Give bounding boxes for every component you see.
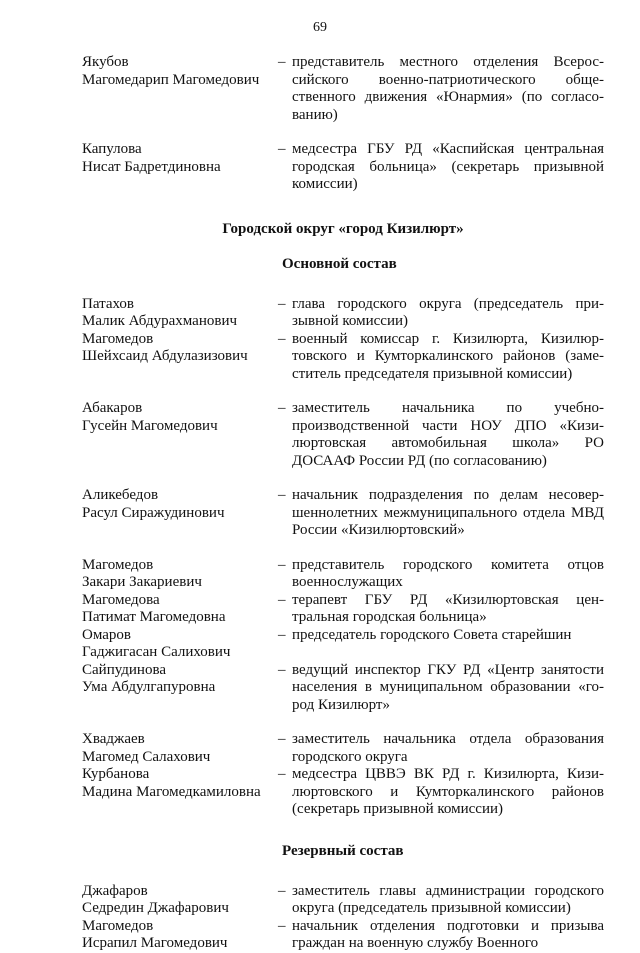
- page-number: 69: [313, 20, 327, 35]
- member-name: [82, 883, 278, 918]
- given-names: Магомед Салахович: [82, 748, 211, 765]
- role-text: представитель городского комитета отцов военнослужащих: [292, 556, 604, 590]
- given-names: Седредин Джафарович: [82, 900, 229, 916]
- given-names: Ума Абдулгапуровна: [82, 679, 216, 695]
- member-name: [82, 592, 278, 627]
- role-text: начальник подразделения по делам несовер-шеннолетних межмуниципального отдела МВД России «Кизилюртовский»: [292, 487, 604, 538]
- entry: [82, 627, 604, 662]
- member-role: – военный комиссар г. Кизилюрта, Кизилюр-товского и Кумторкалинского районов (заме-ститель председателя призывной комиссии): [278, 330, 604, 382]
- entry: [82, 662, 604, 715]
- member-name: [82, 731, 278, 766]
- member-name: [82, 766, 278, 819]
- given-names: Мадина Магомедкамиловна: [82, 783, 261, 800]
- surname: Курбанова: [82, 766, 150, 782]
- role-text: заместитель главы администрации городского округа (председатель призывной комиссии): [292, 882, 604, 916]
- member-role: – глава городского округа (председатель при-зывной комиссии): [278, 295, 604, 329]
- given-names: Исрапил Магомедович: [82, 935, 228, 951]
- surname: Капулова: [82, 141, 142, 157]
- member-role: – представитель городского комитета отцов военнослужащих: [278, 556, 604, 590]
- member-role: – терапевт ГБУ РД «Кизилюртовская цен-тральная городская больница»: [278, 591, 604, 625]
- given-names: Нисат Бадретдиновна: [82, 158, 221, 175]
- surname: Джафаров: [82, 882, 148, 899]
- entry: [82, 54, 604, 124]
- role-text: терапевт ГБУ РД «Кизилюртовская цен-тральная городская больница»: [292, 591, 604, 625]
- document-body: [82, 54, 604, 953]
- given-names: Шейхсаид Абдулазизович: [82, 348, 248, 364]
- entry: [82, 592, 604, 627]
- entry: [82, 400, 604, 470]
- member-name: [82, 141, 278, 194]
- role-text: представитель местного отделения Всерос-сийского военно-патриотического обще-ственного движения «Юнармия» (по согласо-ванию): [292, 54, 604, 123]
- member-role: – председатель городского Совета старейшин: [278, 627, 604, 662]
- surname: Сайпудинова: [82, 661, 167, 678]
- member-role: – начальник подразделения по делам несовер-шеннолетних межмуниципального отдела МВД России «Кизилюртовский»: [278, 487, 604, 538]
- member-role: – представитель местного отделения Всерос-сийского военно-патриотического обще-ственного движения «Юнармия» (по согласо-ванию): [278, 54, 604, 123]
- surname: Аликебедов: [82, 487, 159, 503]
- entry: [82, 766, 604, 819]
- surname: Хваджаев: [82, 731, 145, 747]
- member-name: [82, 331, 278, 384]
- member-name: [82, 662, 278, 715]
- member-name: [82, 296, 278, 331]
- entry: [82, 296, 604, 331]
- given-names: Гаджигасан Салихович: [82, 644, 231, 660]
- surname: Магомедов: [82, 330, 154, 347]
- entry: [82, 731, 604, 766]
- surname: Магомедов: [82, 556, 154, 573]
- entry: [82, 918, 604, 953]
- role-text: председатель городского Совета старейшин: [292, 626, 572, 643]
- entry: [82, 141, 604, 194]
- main-composition-heading: Основной состав: [282, 255, 397, 272]
- entry: [82, 331, 604, 384]
- role-text: медсестра ГБУ РД «Каспийская центральная городская больница» (секретарь призывной комиссии): [292, 141, 604, 192]
- entry: [82, 883, 604, 918]
- given-names: Гусейн Магомедович: [82, 417, 218, 434]
- given-names: Расул Сиражудинович: [82, 504, 225, 521]
- role-text: военный комиссар г. Кизилюрта, Кизилюр-товского и Кумторкалинского районов (заме-ститель председателя призывной комиссии): [292, 330, 604, 382]
- role-text: медсестра ЦВВЭ ВК РД г. Кизилюрта, Кизи-люртовского и Кумторкалинского районов (секретарь призывной комиссии): [292, 766, 604, 817]
- reserve-composition-heading: Резервный состав: [282, 842, 404, 859]
- given-names: Патимат Магомедовна: [82, 609, 226, 625]
- member-role: – ведущий инспектор ГКУ РД «Центр занятости населения в муниципальном образовании «го-род Кизилюрт»: [278, 661, 604, 713]
- surname: Патахов: [82, 295, 135, 312]
- given-names: Магомедарип Магомедович: [82, 71, 260, 88]
- member-name: [82, 627, 278, 662]
- surname: Якубов: [82, 54, 129, 70]
- member-role: – медсестра ЦВВЭ ВК РД г. Кизилюрта, Кизи-люртовского и Кумторкалинского районов (секретарь призывной комиссии): [278, 766, 604, 817]
- member-role: – медсестра ГБУ РД «Каспийская центральная городская больница» (секретарь призывной комиссии): [278, 141, 604, 192]
- member-role: – заместитель начальника по учебно-производственной части НОУ ДПО «Кизи-люртовская автомобильная школа» РО ДОСААФ России РД (по согласованию): [278, 400, 604, 469]
- role-text: ведущий инспектор ГКУ РД «Центр занятости населения в муниципальном образовании «го-род Кизилюрт»: [292, 661, 604, 713]
- entry: [82, 487, 604, 540]
- surname: Магомедов: [82, 917, 154, 934]
- role-text: заместитель начальника отдела образования городского округа: [292, 731, 604, 765]
- given-names: Малик Абдурахманович: [82, 313, 238, 329]
- role-text: начальник отделения подготовки и призыва граждан на военную службу Военного: [292, 917, 604, 951]
- member-role: – заместитель главы администрации городского округа (председатель призывной комиссии): [278, 882, 604, 916]
- role-text: заместитель начальника по учебно-производственной части НОУ ДПО «Кизи-люртовская автомобильная школа» РО ДОСААФ России РД (по согласованию): [292, 400, 604, 469]
- member-name: [82, 400, 278, 470]
- surname: Омаров: [82, 626, 131, 643]
- member-name: [82, 54, 278, 124]
- entry: [82, 557, 604, 592]
- district-title: Городской округ «город Кизилюрт»: [222, 220, 464, 237]
- role-text: глава городского округа (председатель при-зывной комиссии): [292, 295, 604, 329]
- member-name: [82, 487, 278, 540]
- member-name: [82, 557, 278, 592]
- member-role: – начальник отделения подготовки и призыва граждан на военную службу Военного: [278, 917, 604, 951]
- surname: Абакаров: [82, 400, 143, 416]
- surname: Магомедова: [82, 591, 160, 608]
- member-name: [82, 918, 278, 953]
- member-role: – заместитель начальника отдела образования городского округа: [278, 731, 604, 765]
- given-names: Закари Закариевич: [82, 574, 202, 590]
